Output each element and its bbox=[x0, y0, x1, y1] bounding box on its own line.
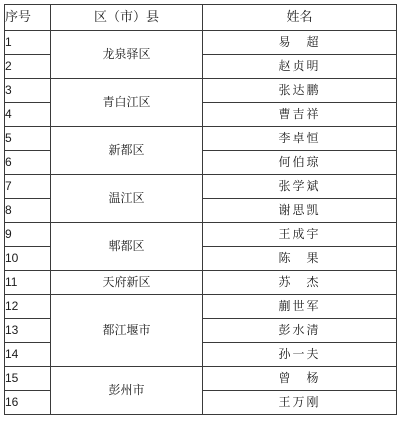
row-number: 13 bbox=[5, 319, 51, 343]
row-number: 11 bbox=[5, 271, 51, 295]
row-number: 1 bbox=[5, 31, 51, 55]
name-cell: 陈 果 bbox=[203, 247, 397, 271]
district-cell: 彭州市 bbox=[51, 367, 203, 415]
name-cell: 孙一夫 bbox=[203, 343, 397, 367]
table-row bbox=[5, 295, 397, 319]
row-number: 3 bbox=[5, 79, 51, 103]
row-number: 2 bbox=[5, 55, 51, 79]
district-cell: 郫都区 bbox=[51, 223, 203, 271]
row-number: 14 bbox=[5, 343, 51, 367]
name-cell: 彭水清 bbox=[203, 319, 397, 343]
name-cell: 何伯琼 bbox=[203, 151, 397, 175]
district-cell: 都江堰市 bbox=[51, 295, 203, 367]
name-cell: 张达鹏 bbox=[203, 79, 397, 103]
name-cell: 王成宇 bbox=[203, 223, 397, 247]
row-number: 8 bbox=[5, 199, 51, 223]
table-row bbox=[5, 79, 397, 103]
table-row bbox=[5, 31, 397, 55]
row-number: 16 bbox=[5, 391, 51, 415]
row-number: 12 bbox=[5, 295, 51, 319]
name-cell: 谢思凯 bbox=[203, 199, 397, 223]
district-cell: 新都区 bbox=[51, 127, 203, 175]
name-cell: 李卓恒 bbox=[203, 127, 397, 151]
district-cell: 龙泉驿区 bbox=[51, 31, 203, 79]
row-number: 4 bbox=[5, 103, 51, 127]
table-row bbox=[5, 175, 397, 199]
row-number: 5 bbox=[5, 127, 51, 151]
header-row bbox=[5, 5, 397, 31]
name-cell: 苏 杰 bbox=[203, 271, 397, 295]
header-no: 序号 bbox=[5, 5, 51, 31]
row-number: 15 bbox=[5, 367, 51, 391]
row-number: 7 bbox=[5, 175, 51, 199]
name-cell: 张学斌 bbox=[203, 175, 397, 199]
header-district: 区（市）县 bbox=[51, 5, 203, 31]
row-number: 6 bbox=[5, 151, 51, 175]
header-name: 姓名 bbox=[203, 5, 397, 31]
name-cell: 蒯世军 bbox=[203, 295, 397, 319]
district-cell: 天府新区 bbox=[51, 271, 203, 295]
row-number: 10 bbox=[5, 247, 51, 271]
table-row bbox=[5, 223, 397, 247]
table-row bbox=[5, 271, 397, 295]
name-cell: 曹吉祥 bbox=[203, 103, 397, 127]
district-cell: 温江区 bbox=[51, 175, 203, 223]
district-cell: 青白江区 bbox=[51, 79, 203, 127]
name-cell: 易 超 bbox=[203, 31, 397, 55]
table-row bbox=[5, 367, 397, 391]
name-cell: 曾 杨 bbox=[203, 367, 397, 391]
name-cell: 赵贞明 bbox=[203, 55, 397, 79]
row-number: 9 bbox=[5, 223, 51, 247]
name-cell: 王万刚 bbox=[203, 391, 397, 415]
table-row bbox=[5, 127, 397, 151]
roster-table bbox=[4, 4, 397, 415]
